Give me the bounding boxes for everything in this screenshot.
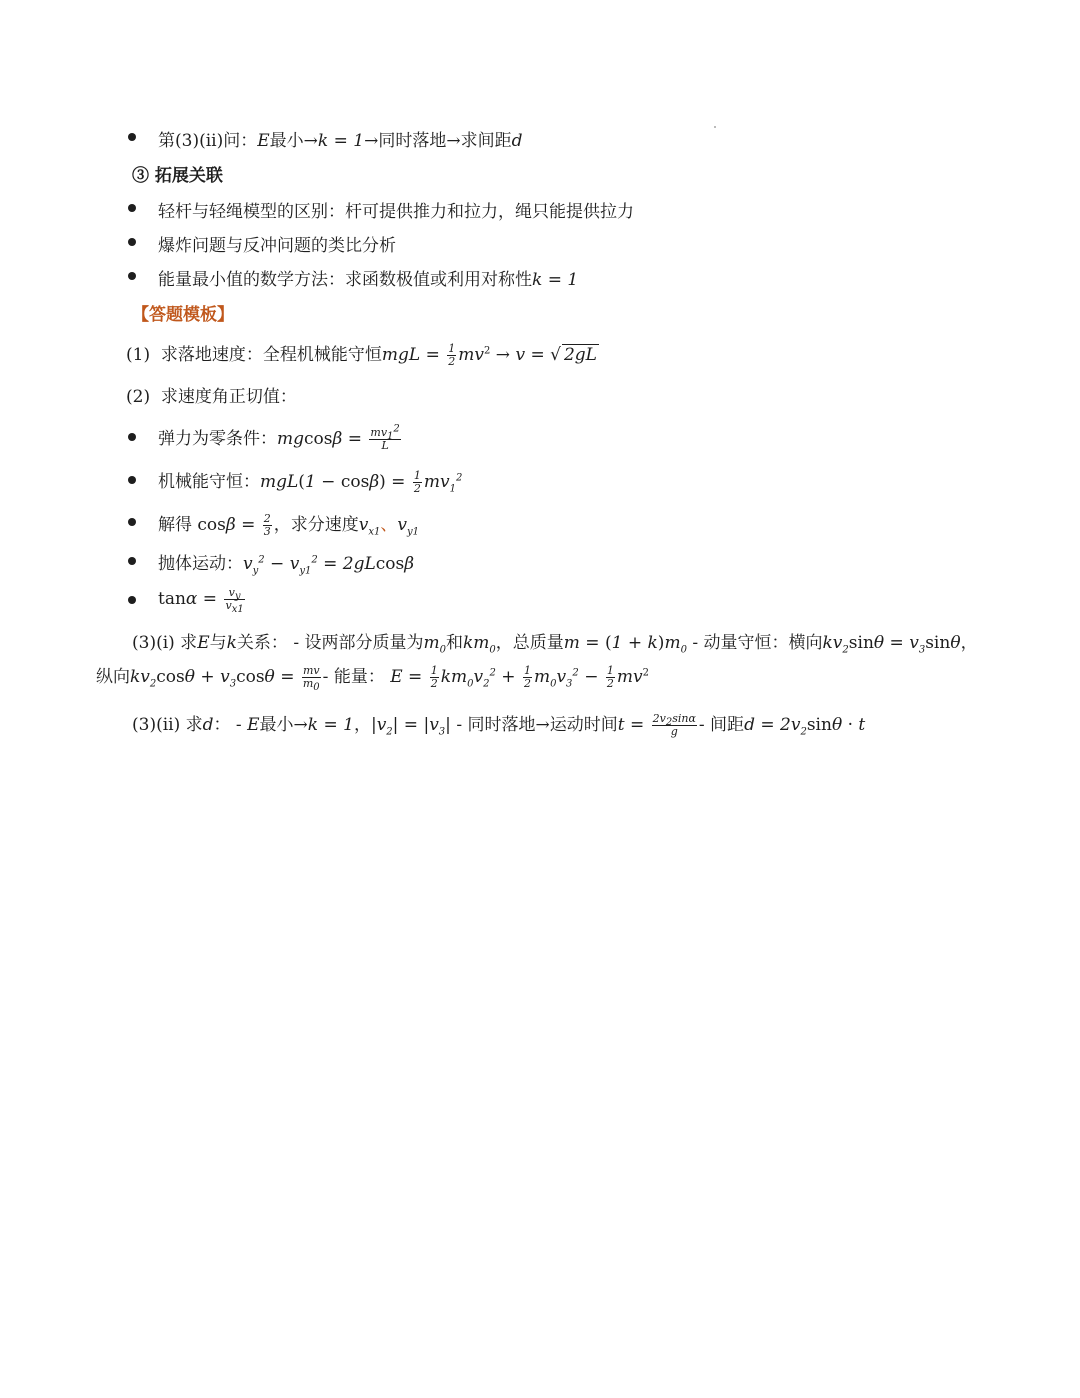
text: ， [353,715,371,735]
text: - 动量守恒：横向 [692,633,823,653]
text: 机械能守恒： [158,472,260,492]
text: ，总质量 [495,633,564,653]
bullet [128,518,136,526]
text: 能量最小值的数学方法：求函数极值或利用对称性 [158,270,532,290]
extension-title: ③ 拓展关联 [132,166,223,186]
stray-dot [714,126,716,128]
bullet [128,272,136,280]
template-title: 【答题模板】 [132,305,234,325]
step-text: 求速度角正切值： [160,387,297,407]
text: ，求分速度 [273,515,359,535]
text: (3)(ii) 求 [132,715,203,735]
text: (3)(i) 求 [132,633,198,653]
condition-1: 弹力为零条件：mgcosβ = $\frac{mv_1^2}{L}$ [158,423,400,452]
text: ， [960,633,978,653]
step-label: (2) [126,387,151,407]
text: 解得 [158,515,192,535]
step-3i-line1: (3)(i) 求E与k关系： - 设两部分质量为$m_0$和$km_0$，总质量$m = (1 + k)m_0$ - 动量守恒：横向$kv_2\sin\theta = v_3\sin\theta$， [132,633,978,656]
condition-3: 解得 cosβ = $\frac{2}{3}$ ，求分速度$v_{x1}$、$v_{y1}$ [158,512,420,538]
text: - [235,715,248,735]
bullet [128,476,136,484]
step-3i-line2: 纵向$kv_2\cos\theta + v_3\cos\theta$ = $\frac{mv}{m_0}$ - 能量： E = $\frac{1}{2}$ $km_0v_2^2$ + $\frac{1}{2}$ $m_0v_3^2$ − $\frac{1}{2}$ $mv^2$ [96,664,649,694]
label: 第(3)(ii)问： [158,131,258,151]
text: - 同时落地→运动时间 [456,715,618,735]
step-text: 求落地速度：全程机械能守恒 [160,345,382,365]
extension-item-2: 爆炸问题与反冲问题的类比分析 [158,236,396,256]
text: 弹力为零条件： [158,429,277,449]
text: 关系： [236,633,288,653]
condition-5: tanα = $\frac{v_y}{v_{x1}}$ [158,586,244,616]
text: 与 [209,633,227,653]
text: 抛体运动： [158,554,243,574]
bullet [128,433,136,441]
bullet [128,204,136,212]
chain-text: 最小 [269,131,304,151]
extension-item-1: 轻杆与轻绳模型的区别：杆可提供推力和拉力，绳只能提供拉力 [158,202,634,222]
step-1: (1) 求落地速度：全程机械能守恒mgL = $\frac{1}{2}$ $mv^2 \to v$ = √ 2gL [126,342,597,368]
text: 纵向 [96,667,130,687]
text: - 能量： [322,667,385,687]
chain-text: 求间距 [460,131,512,151]
text: - 设两部分质量为 [293,633,424,653]
bullet [128,133,136,141]
condition-4: 抛体运动：$v_y^2 - v_{y1}^2 = 2gLcos\beta$ [158,554,415,577]
step-3ii: (3)(ii) 求d： - E最小→k = 1，$|v_2| = |v_3|$ - 同时落地→运动时间t = $\frac{2v_2\sin\alpha}{g}$ - 间距$d = 2v_2\sin\theta \cdot t$ [132,712,866,738]
chain-text: 同时落地 [378,131,447,151]
step-label: (1) [126,345,151,365]
extension-item-3: 能量最小值的数学方法：求函数极值或利用对称性k = 1 [158,270,579,290]
bullet [128,238,136,246]
bullet [128,596,136,604]
bullet [128,557,136,565]
condition-2: 机械能守恒：mgL(1 − cosβ) = $\frac{1}{2}$ $mv_1^2$ [158,469,463,495]
answer-bullet-3ii: 第(3)(ii)问：E最小→k = 1→同时落地→求间距d [158,131,523,151]
text: ： [213,715,231,735]
text: 最小→ [259,715,308,735]
text: - 间距 [698,715,745,735]
step-2 [126,382,297,407]
text: 和 [445,633,463,653]
